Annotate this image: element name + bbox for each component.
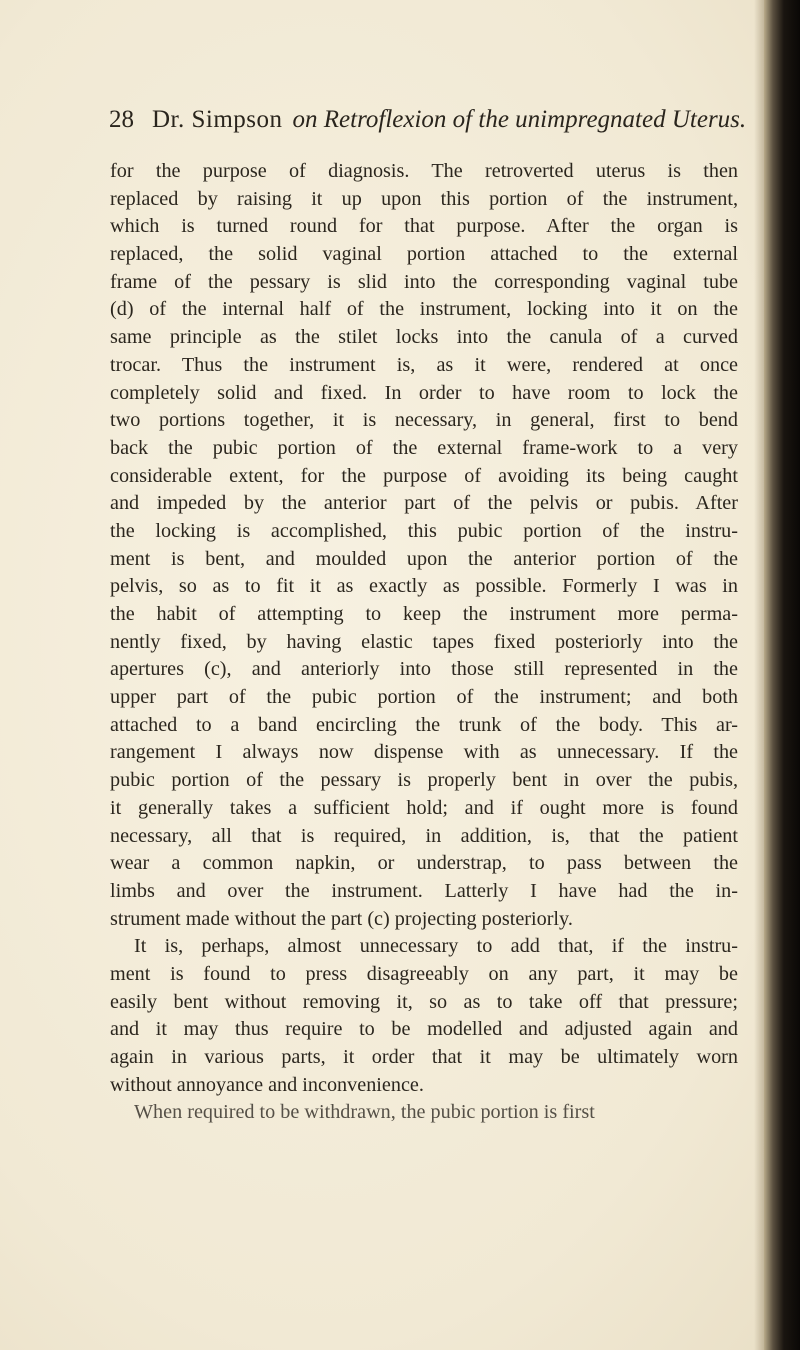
- text-line: necessary, all that is required, in addition, is, that the patient: [110, 824, 738, 847]
- text-line: two portions together, it is necessary, in general, first to bend: [110, 409, 738, 432]
- text-line: the locking is accomplished, this pubic portion of the instru-: [110, 519, 738, 542]
- text-line: pelvis, so as to fit it as exactly as possible. Formerly I was in: [110, 575, 738, 598]
- running-head-title: on Retroflexion of the unimpregnated Uterus.: [292, 106, 747, 133]
- text-line: it generally takes a sufficient hold; and if ought more is found: [110, 796, 738, 819]
- page-number: 28: [109, 106, 134, 133]
- text-line: trocar. Thus the instrument is, as it were, rendered at once: [110, 353, 738, 376]
- text-line: and it may thus require to be modelled and adjusted again and: [110, 1018, 738, 1041]
- text-line: ment is bent, and moulded upon the anterior portion of the: [110, 547, 738, 570]
- page-gutter-shadow: [754, 0, 764, 1350]
- text-line: considerable extent, for the purpose of avoiding its being caught: [110, 464, 738, 487]
- text-line: replaced by raising it up upon this portion of the instrument,: [110, 187, 738, 210]
- text-line: rangement I always now dispense with as unnecessary. If the: [110, 741, 738, 764]
- text-line: without annoyance and inconvenience.: [110, 1073, 424, 1096]
- running-head-author: Dr. Simpson: [152, 106, 283, 133]
- text-line: upper part of the pubic portion of the instrument; and both: [110, 686, 738, 709]
- text-line: ment is found to press disagreeably on any part, it may be: [110, 962, 738, 985]
- text-line: limbs and over the instrument. Latterly I have had the in-: [110, 879, 738, 902]
- text-line: nently fixed, by having elastic tapes fixed posteriorly into the: [110, 630, 738, 653]
- text-line: strument made without the part (c) projecting posteriorly.: [110, 907, 573, 930]
- text-line: attached to a band encircling the trunk of the body. This ar-: [110, 713, 738, 736]
- text-line: apertures (c), and anteriorly into those still represented in the: [110, 658, 738, 681]
- text-line: easily bent without removing it, so as to take off that pressure;: [110, 990, 738, 1013]
- text-line: frame of the pessary is slid into the corresponding vaginal tube: [110, 270, 738, 293]
- running-head: [109, 106, 749, 146]
- text-line: for the purpose of diagnosis. The retroverted uterus is then: [110, 160, 738, 182]
- text-line: wear a common napkin, or understrap, to pass between the: [110, 852, 738, 875]
- text-line: When required to be withdrawn, the pubic portion is first: [134, 1101, 595, 1124]
- text-line: the habit of attempting to keep the instrument more perma-: [110, 603, 738, 625]
- text-line: It is, perhaps, almost unnecessary to add that, if the instru-: [134, 935, 738, 958]
- text-line: (d) of the internal half of the instrument, locking into it on the: [110, 298, 738, 321]
- text-line: same principle as the stilet locks into the canula of a curved: [110, 326, 738, 349]
- text-line: again in various parts, it order that it may be ultimately worn: [110, 1046, 738, 1068]
- text-line: back the pubic portion of the external frame-work to a very: [110, 436, 738, 459]
- body-text: [110, 158, 738, 1127]
- text-line: replaced, the solid vaginal portion attached to the external: [110, 243, 738, 266]
- text-line: which is turned round for that purpose. After the organ is: [110, 215, 738, 238]
- text-line: pubic portion of the pessary is properly bent in over the pubis,: [110, 769, 738, 792]
- text-line: completely solid and fixed. In order to have room to lock the: [110, 381, 738, 404]
- book-spine: [764, 0, 800, 1350]
- text-line: and impeded by the anterior part of the pelvis or pubis. After: [110, 492, 738, 515]
